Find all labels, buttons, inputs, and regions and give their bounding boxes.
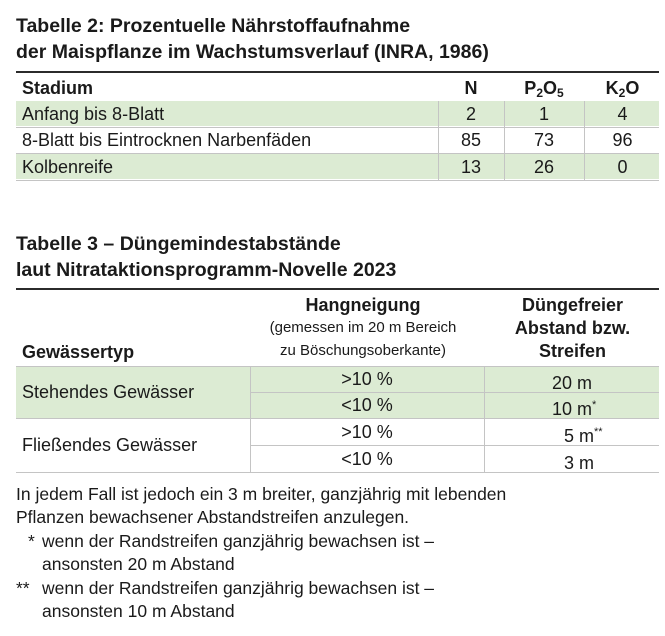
footnote-2-line1: wenn der Randstreifen ganzjährig bewachsen ist – <box>42 578 435 598</box>
table2-cell-p2o5: 26 <box>533 157 555 177</box>
table2-header-n: N <box>464 78 478 98</box>
table3-header-hangneigung-note1: (gemessen im 20 m Bereich <box>269 319 457 336</box>
table2-cell-p2o5: 1 <box>538 104 549 124</box>
table3-cell-gewaessertyp: Stehendes Gewässer <box>22 382 195 402</box>
table3-header-hangneigung-note2: zu Böschungsoberkante) <box>280 342 446 359</box>
column-divider <box>584 101 585 180</box>
table3-cell-hangneigung: >10 % <box>341 422 393 442</box>
table3-top-rule <box>16 288 659 290</box>
table2-top-rule <box>16 71 659 73</box>
table3-cell-hangneigung: <10 % <box>341 449 393 469</box>
table3-title-line2: laut Nitrataktionsprogramm-Novelle 2023 <box>16 259 397 281</box>
table2-cell-k2o: 96 <box>612 130 633 150</box>
table2-cell-k2o: 4 <box>617 104 628 124</box>
table2-cell-stadium: Kolbenreife <box>22 157 114 177</box>
footnote-2-line2: ansonsten 10 m Abstand <box>42 601 235 621</box>
table2-title-line2: der Maispflanze im Wachstumsverlauf (INRA, 1986) <box>16 41 489 63</box>
row-divider <box>16 180 659 181</box>
footnote-marker: * <box>28 531 35 551</box>
table3-header-hangneigung: Hangneigung <box>305 295 421 315</box>
table3-title-line1: Tabelle 3 – Düngemindestabstände <box>16 233 341 255</box>
row-divider <box>16 472 659 473</box>
table2-cell-stadium: 8-Blatt bis Eintrocknen Narbenfäden <box>22 130 312 150</box>
table2-cell-k2o: 0 <box>617 157 628 177</box>
table2-cell-n: 85 <box>460 130 482 150</box>
column-divider <box>438 101 439 180</box>
footnote-1-line2: ansonsten 20 m Abstand <box>42 554 235 574</box>
table2-header-k2o: $K_2O$ <box>605 78 640 100</box>
footnote-marker: ** <box>16 578 30 598</box>
column-divider <box>484 366 485 472</box>
table2-cell-n: 2 <box>465 104 476 124</box>
note-main-line2: Pflanzen bewachsener Abstandstreifen anzulegen. <box>16 507 410 527</box>
table3-header-abstand-line3: Streifen <box>538 341 607 361</box>
note-main-line1: In jedem Fall ist jedoch ein 3 m breiter, ganzjährig mit lebenden <box>16 484 507 504</box>
table3-header-abstand-line1: Düngefreier <box>521 295 624 315</box>
table2-title-line1: Tabelle 2: Prozentuelle Nährstoffaufnahme <box>16 15 411 37</box>
column-divider <box>504 101 505 180</box>
table2-header-p2o5: $P_2O_5$ <box>524 78 564 100</box>
table2-cell-p2o5: 73 <box>533 130 555 150</box>
table3-cell-abstand: 10 m* <box>552 399 597 419</box>
table3-cell-hangneigung: <10 % <box>341 395 393 415</box>
table3-header-gewaessertyp: Gewässertyp <box>22 342 135 362</box>
table3-cell-hangneigung: >10 % <box>341 369 393 389</box>
table3-cell-gewaessertyp: Fließendes Gewässer <box>22 435 198 455</box>
table3-cell-abstand: 3 m <box>564 453 595 473</box>
footnote-1-line1: wenn der Randstreifen ganzjährig bewachsen ist – <box>42 531 435 551</box>
table2-cell-stadium: Anfang bis 8-Blatt <box>22 104 165 124</box>
row-divider <box>16 153 659 154</box>
table2-cell-n: 13 <box>460 157 482 177</box>
table2-header-stadium: Stadium <box>22 78 94 98</box>
table3-cell-abstand: 20 m <box>552 373 593 393</box>
table3-header-abstand-line2: Abstand bzw. <box>514 318 631 338</box>
table3-cell-abstand: 5 m** <box>564 426 603 446</box>
